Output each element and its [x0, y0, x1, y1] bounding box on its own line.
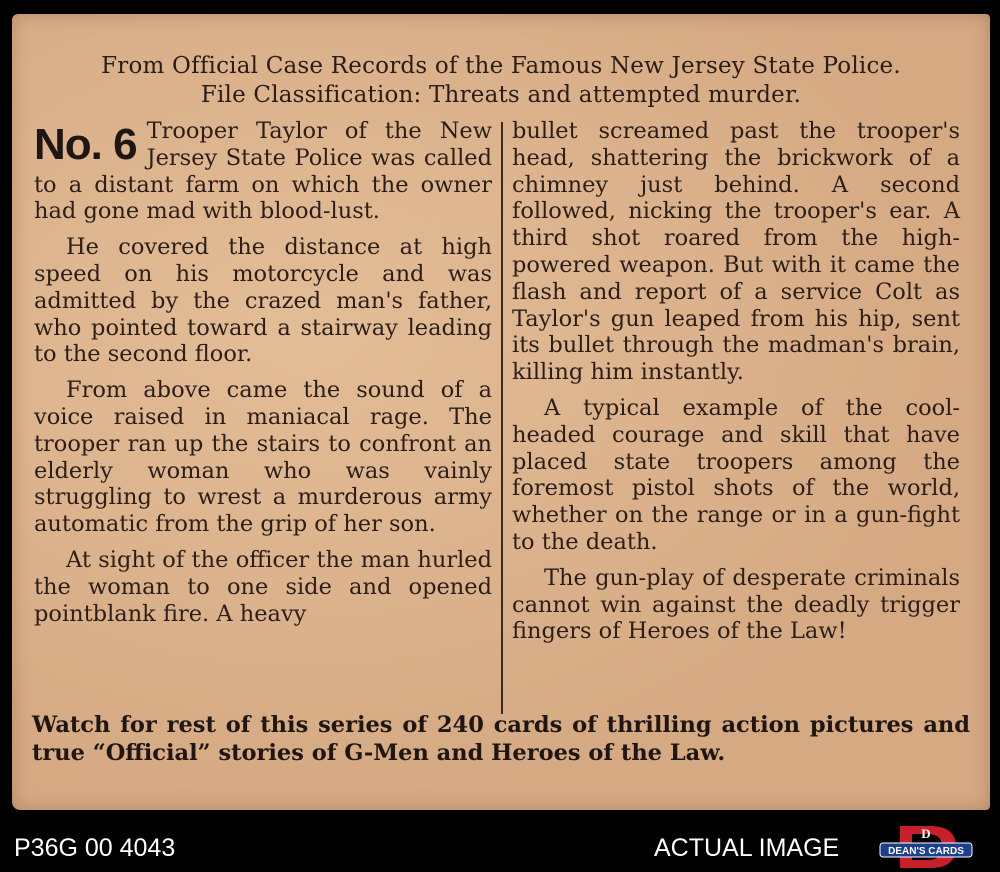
series-footer: Watch for rest of this series of 240 cards of thrilling action pictures and true “Official” stories of G-Men and Heroes of the Law.	[32, 712, 970, 766]
right-column	[512, 118, 960, 654]
header-line-1: From Official Case Records of the Famous New Jersey State Police.	[101, 53, 901, 79]
header-line-2: File Classification: Threats and attempted murder.	[200, 82, 802, 108]
card-number: No. 6	[34, 120, 137, 169]
trading-card-back	[12, 14, 990, 810]
deans-cards-logo	[878, 824, 974, 870]
left-paragraph-3: From above came the sound of a voice raised in maniacal rage. The trooper ran up the stairs to confront an elderly woman who was vainly struggling to wrest a murderous army automatic from the grip of her son.	[34, 377, 492, 538]
card-header	[12, 52, 990, 110]
left-paragraph-1	[34, 118, 492, 225]
left-paragraph-2: He covered the distance at high speed on his motorcycle and was admitted by the crazed man's father, who pointed toward a stairway leading to the second floor.	[34, 234, 492, 368]
right-paragraph-1: bullet screamed past the trooper's head, shattering the brickwork of a chimney just behind. A second followed, nicking the trooper's ear. A third shot roared from the high-powered weapon. But with it came the flash and report of a service Colt as Taylor's gun leaped from his hip, sent its bullet through the madman's brain, killing him instantly.	[512, 118, 960, 386]
actual-image-label: ACTUAL IMAGE	[654, 834, 840, 862]
column-divider	[501, 122, 503, 714]
left-paragraph-1-text: Trooper Taylor of the New Jersey State Police was called to a distant farm on which the owner had gone mad with blood-lust.	[34, 118, 492, 225]
logo-text: DEAN'S CARDS	[888, 846, 964, 857]
left-column	[34, 118, 492, 636]
listing-bar	[0, 824, 1000, 872]
left-paragraph-4: At sight of the officer the man hurled the woman to one side and opened pointblank fire. A heavy	[34, 546, 492, 627]
right-paragraph-3: The gun-play of desperate criminals cannot win against the deadly trigger fingers of Heroes of the Law!	[512, 564, 960, 645]
logo-letter: D	[921, 826, 931, 841]
lot-id: P36G 00 4043	[14, 834, 176, 862]
right-paragraph-2: A typical example of the cool-headed courage and skill that have placed state troopers among the foremost pistol shots of the world, whether on the range or in a gun-fight to the death.	[512, 394, 960, 555]
